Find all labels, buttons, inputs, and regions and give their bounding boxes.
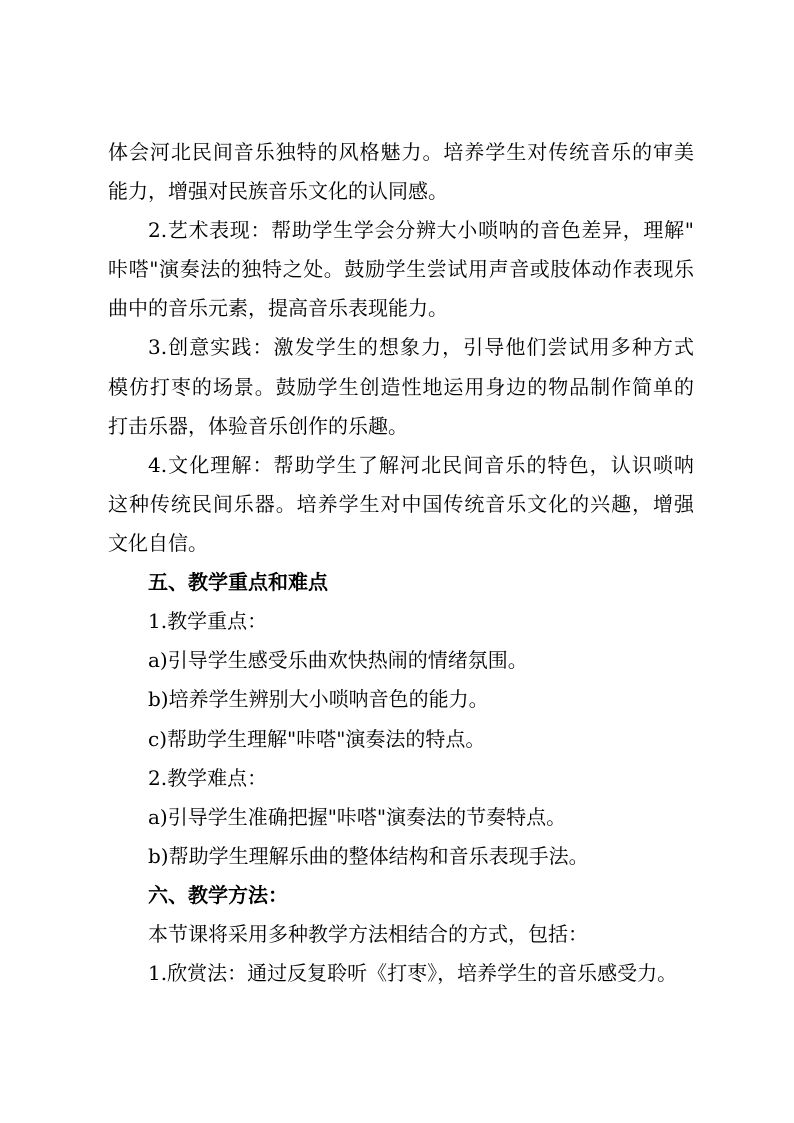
paragraph-line: 2.艺术表现：帮助学生学会分辨大小唢呐的音色差异，理解"	[148, 218, 694, 242]
list-item: b)帮助学生理解乐曲的整体结构和音乐表现手法。	[148, 844, 589, 868]
list-item: c)帮助学生理解"咔嗒"演奏法的特点。	[148, 727, 486, 751]
section-heading: 五、教学重点和难点	[148, 570, 328, 594]
list-item: b)培养学生辨别大小唢呐音色的能力。	[148, 687, 489, 711]
paragraph-line: 曲中的音乐元素，提高音乐表现能力。	[108, 296, 448, 320]
paragraph-line: 本节课将采用多种教学方法相结合的方式，包括：	[148, 922, 588, 946]
section-heading: 六、教学方法：	[148, 883, 288, 907]
paragraph-line: 文化自信。	[108, 531, 208, 555]
list-item: a)引导学生感受乐曲欢快热闹的情绪氛围。	[148, 648, 528, 672]
paragraph-line: 能力，增强对民族音乐文化的认同感。	[108, 179, 448, 203]
paragraph-line: 模仿打枣的场景。鼓励学生创造性地运用身边的物品制作简单的	[108, 375, 694, 399]
paragraph-line: 3.创意实践：激发学生的想象力，引导他们尝试用多种方式	[148, 335, 694, 359]
list-item: a)引导学生准确把握"咔嗒"演奏法的节奏特点。	[148, 805, 567, 829]
paragraph-line: 打击乐器，体验音乐创作的乐趣。	[108, 414, 408, 438]
paragraph-line: 这种传统民间乐器。培养学生对中国传统音乐文化的兴趣，增强	[108, 492, 694, 516]
paragraph-line: 体会河北民间音乐独特的风格魅力。培养学生对传统音乐的审美	[108, 140, 694, 164]
paragraph-line: 4.文化理解：帮助学生了解河北民间音乐的特色，认识唢呐	[148, 453, 694, 477]
list-item: 1.欣赏法：通过反复聆听《打枣》，培养学生的音乐感受力。	[148, 961, 678, 985]
subheading: 1.教学重点：	[148, 609, 268, 633]
paragraph-line: 咔嗒"演奏法的独特之处。鼓励学生尝试用声音或肢体动作表现乐	[108, 257, 694, 281]
subheading: 2.教学难点：	[148, 766, 268, 790]
